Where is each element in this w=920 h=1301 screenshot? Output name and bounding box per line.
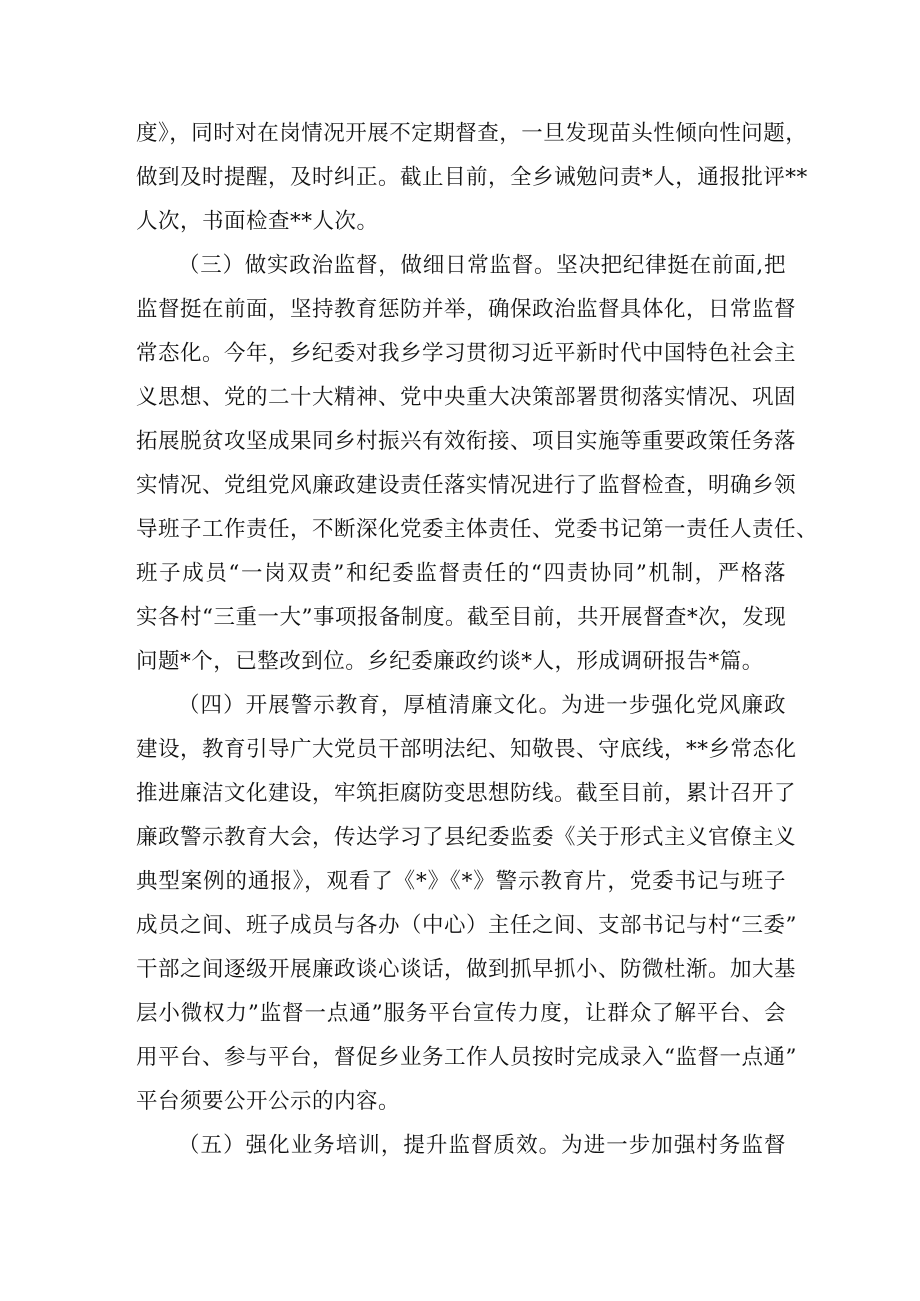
- text-line: 人次，书面检查**人次。: [136, 209, 379, 234]
- text-line: 成员之间、班子成员与各办（中心）主任之间、支部书记与村“三委”: [136, 913, 797, 938]
- text-line: 导班子工作责任，不断深化党委主体责任、党委书记第一责任人责任、: [136, 517, 819, 542]
- text-line: 用平台、参与平台，督促乡业务工作人员按时完成录入“监督一点通”: [136, 1045, 797, 1070]
- text-line: 常态化。今年，乡纪委对我乡学习贯彻习近平新时代中国特色社会主: [136, 341, 797, 366]
- text-line: 问题*个，已整改到位。乡纪委廉政约谈*人，形成调研报告*篇。: [136, 649, 764, 674]
- paragraph-heading-line: （五）强化业务培训，提升监督质效。为进一步加强村务监督: [178, 1133, 786, 1158]
- text-line: 平台须要公开公示的内容。: [136, 1089, 401, 1114]
- text-line: 拓展脱贫攻坚成果同乡村振兴有效衔接、项目实施等重要政策任务落: [136, 429, 797, 454]
- text-line: 做到及时提醒，及时纠正。截止目前，全乡诫勉问责*人，通报批评**: [136, 165, 808, 190]
- text-line: 班子成员“一岗双责”和纪委监督责任的“四责协同”机制，严格落: [136, 561, 786, 586]
- text-line: 度》，同时对在岗情况开展不定期督查，一旦发现苗头性倾向性问题，: [136, 121, 808, 146]
- text-line: 实情况、党组党风廉政建设责任落实情况进行了监督检查，明确乡领: [136, 473, 797, 498]
- text-line: 典型案例的通报》，观看了《*》《*》警示教育片，党委书记与班子: [136, 869, 786, 894]
- text-line: 建设，教育引导广大党员干部明法纪、知敬畏、守底线，**乡常态化: [136, 737, 797, 762]
- text-line: 推进廉洁文化建设，牢筑拒腐防变思想防线。截至目前，累计召开了: [136, 781, 797, 806]
- text-line: 监督挺在前面，坚持教育惩防并举，确保政治监督具体化，日常监督: [136, 297, 797, 322]
- text-line: 义思想、党的二十大精神、党中央重大决策部署贯彻落实情况、巩固: [136, 385, 797, 410]
- paragraph-heading-line: （三）做实政治监督，做细日常监督。坚决把纪律挺在前面,把: [178, 253, 786, 278]
- text-line: 实各村“三重一大”事项报备制度。截至目前，共开展督查*次，发现: [136, 605, 787, 630]
- text-line: 层小微权力”监督一点通”服务平台宣传力度，让群众了解平台、会: [136, 1001, 786, 1026]
- text-line: 廉政警示教育大会，传达学习了县纪委监委《关于形式主义官僚主义: [136, 825, 797, 850]
- paragraph-heading-line: （四）开展警示教育，厚植清廉文化。为进一步强化党风廉政: [178, 693, 786, 718]
- text-line: 干部之间逐级开展廉政谈心谈话，做到抓早抓小、防微杜渐。加大基: [136, 957, 797, 982]
